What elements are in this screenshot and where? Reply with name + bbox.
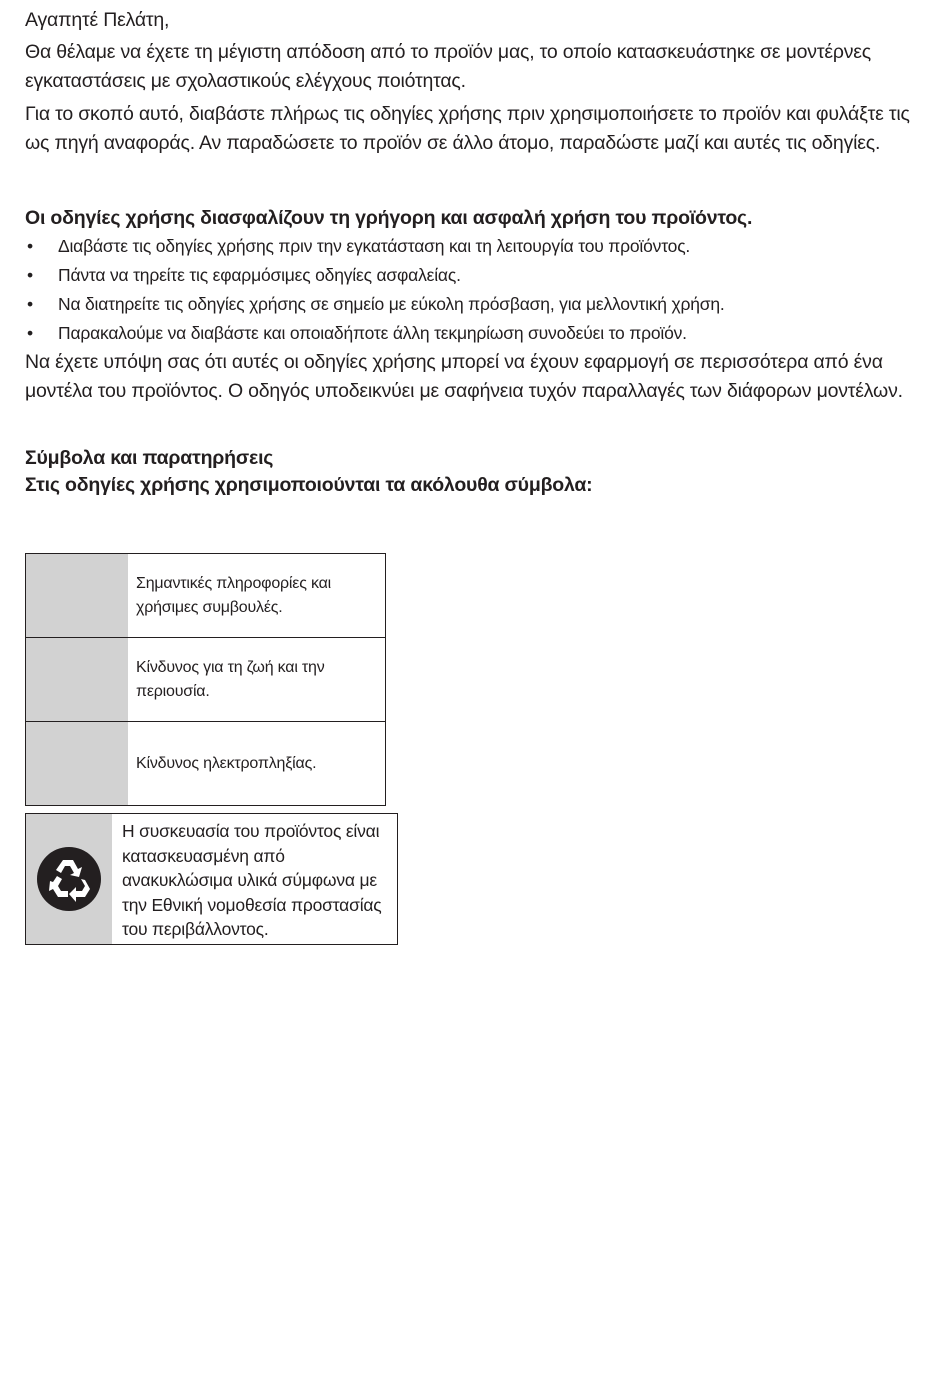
list-item (25, 261, 925, 290)
instructions-heading: Οι οδηγίες χρήσης διασφαλίζουν τη γρήγορη και ασφαλή χρήση του προϊόντος. (25, 207, 753, 229)
bullet-marker: • (27, 294, 33, 314)
instructions-list (25, 232, 925, 348)
bullet-marker: • (27, 236, 33, 256)
symbols-heading: Σύμβολα και παρατηρήσεις (25, 447, 274, 469)
bullet-marker: • (27, 323, 33, 343)
list-item (25, 290, 925, 319)
symbol-icon-cell (26, 722, 128, 805)
intro-paragraph-2: Για το σκοπό αυτό, διαβάστε πλήρως τις οδηγίες χρήσης πριν χρησιμοποιήσετε το προϊόν και φυλάξτε τις ως πηγή αναφοράς. Αν παραδώσετε το προϊόν σε άλλο άτομο, παραδώστε μαζί και αυτές τις οδηγίες. (25, 103, 910, 154)
list-item-text: Παρακαλούμε να διαβάστε και οποιαδήποτε άλλη τεκμηρίωση συνοδεύει το προϊόν. (58, 323, 687, 343)
greeting: Αγαπητέ Πελάτη, (25, 9, 170, 31)
list-item-text: Πάντα να τηρείτε τις εφαρμόσιμες οδηγίες ασφαλείας. (58, 265, 461, 285)
intro-paragraph-1: Θα θέλαμε να έχετε τη μέγιστη απόδοση από το προϊόν μας, το οποίο κατασκευάστηκε σε μοντέρνες εγκαταστάσεις με σχολαστικούς ελέγχους ποιότητας. (25, 41, 871, 92)
list-item (25, 232, 925, 261)
symbol-description: Κίνδυνος για τη ζωή και την περιουσία. (136, 658, 325, 700)
recycle-icon-cell (26, 814, 112, 944)
list-item-text: Διαβάστε τις οδηγίες χρήσης πριν την εγκατάσταση και τη λειτουργία του προϊόντος. (58, 236, 691, 256)
symbols-table (25, 553, 386, 806)
table-row (26, 638, 385, 722)
symbol-description: Σημαντικές πληροφορίες και χρήσιμες συμβουλές. (136, 574, 331, 616)
symbol-icon-cell (26, 638, 128, 721)
list-item (25, 319, 925, 348)
bullet-marker: • (27, 265, 33, 285)
models-note: Να έχετε υπόψη σας ότι αυτές οι οδηγίες χρήσης μπορεί να έχουν εφαρμογή σε περισσότερα από ένα μοντέλα του προϊόντος. Ο οδηγός υποδεικνύει με σαφήνεια τυχόν παραλλαγές των διάφορων μοντέλων. (25, 351, 903, 402)
recycle-text: Η συσκευασία του προϊόντος είναι κατασκευασμένη από ανακυκλώσιμα υλικά σύμφωνα με την Εθνική νομοθεσία προστασίας του περιβάλλοντος. (122, 821, 382, 939)
list-item-text: Να διατηρείτε τις οδηγίες χρήσης σε σημείο με εύκολη πρόσβαση, για μελλοντική χρήση. (58, 294, 725, 314)
table-row (26, 722, 385, 805)
recycle-icon (36, 846, 102, 912)
symbol-icon-cell (26, 554, 128, 637)
symbol-description: Κίνδυνος ηλεκτροπληξίας. (136, 754, 317, 772)
manual-page (25, 6, 925, 499)
recycle-notice (25, 813, 398, 945)
symbols-subheading: Στις οδηγίες χρήσης χρησιμοποιούνται τα ακόλουθα σύμβολα: (25, 474, 593, 496)
table-row (26, 554, 385, 638)
